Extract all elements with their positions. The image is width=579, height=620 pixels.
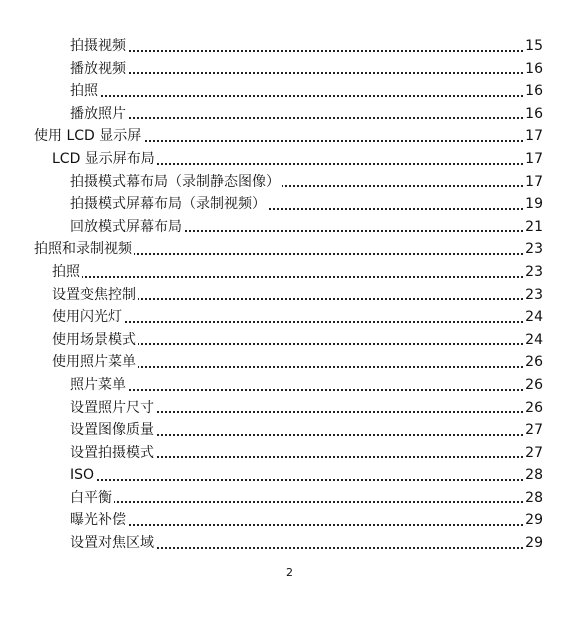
toc-entry[interactable] bbox=[0, 284, 579, 307]
toc-entry-title: 播放视频 bbox=[70, 58, 128, 81]
toc-entry[interactable] bbox=[0, 464, 579, 487]
toc-entry-title: 使用闪光灯 bbox=[52, 306, 124, 329]
toc-entry[interactable] bbox=[0, 374, 579, 397]
toc-entry[interactable] bbox=[0, 419, 579, 442]
toc-entry-page: 19 bbox=[523, 193, 543, 216]
toc-entry-title: 拍照 bbox=[70, 80, 100, 103]
toc-entry-page: 26 bbox=[523, 374, 543, 397]
toc-entry-title: 拍照和录制视频 bbox=[34, 238, 134, 261]
toc-entry[interactable] bbox=[0, 509, 579, 532]
toc-entry[interactable] bbox=[0, 58, 579, 81]
toc-entry-page: 26 bbox=[523, 351, 543, 374]
toc-leader-dots bbox=[70, 71, 543, 74]
toc-entry[interactable] bbox=[0, 261, 579, 284]
toc-leader-dots bbox=[70, 116, 543, 119]
toc-entry-page: 27 bbox=[523, 442, 543, 465]
toc-entry-page: 23 bbox=[523, 284, 543, 307]
toc-leader-dots bbox=[70, 523, 543, 526]
toc-entry[interactable] bbox=[0, 193, 579, 216]
toc-entry-title: 设置对焦区域 bbox=[70, 532, 156, 555]
toc-entry-title: 使用 LCD 显示屏 bbox=[34, 125, 143, 148]
toc-entry-title: 使用场景模式 bbox=[52, 329, 138, 352]
toc-entry-page: 15 bbox=[523, 35, 543, 58]
toc-entry-page: 23 bbox=[523, 261, 543, 284]
toc-entry-page: 21 bbox=[523, 216, 543, 239]
page-number: 2 bbox=[286, 566, 293, 579]
toc-entry[interactable] bbox=[0, 103, 579, 126]
toc-entry[interactable] bbox=[0, 397, 579, 420]
toc-leader-dots bbox=[70, 94, 543, 97]
toc-entry-page: 24 bbox=[523, 329, 543, 352]
toc-entry[interactable] bbox=[0, 351, 579, 374]
toc-entry-title: 回放模式屏幕布局 bbox=[70, 216, 184, 239]
toc-entry-title: ISO bbox=[70, 464, 96, 487]
toc-entry-page: 23 bbox=[523, 238, 543, 261]
toc-entry-page: 27 bbox=[523, 419, 543, 442]
toc-entry[interactable] bbox=[0, 487, 579, 510]
toc-entry-page: 28 bbox=[523, 464, 543, 487]
toc-entry[interactable] bbox=[0, 329, 579, 352]
toc-entry[interactable] bbox=[0, 306, 579, 329]
toc-entry-title: 拍摄模式屏幕布局（录制视频） bbox=[70, 193, 268, 216]
toc-leader-dots bbox=[70, 388, 543, 391]
toc-entry-title: 设置图像质量 bbox=[70, 419, 156, 442]
toc-entry[interactable] bbox=[0, 532, 579, 555]
toc-entry-title: 拍摄视频 bbox=[70, 35, 128, 58]
toc-entry[interactable] bbox=[0, 238, 579, 261]
toc-entry-title: 拍照 bbox=[52, 261, 82, 284]
table-of-contents bbox=[0, 35, 579, 555]
toc-leader-dots bbox=[52, 275, 543, 278]
toc-entry-title: 曝光补偿 bbox=[70, 509, 128, 532]
toc-entry-page: 17 bbox=[523, 148, 543, 171]
toc-entry-title: 使用照片菜单 bbox=[52, 351, 138, 374]
toc-entry-title: 播放照片 bbox=[70, 103, 128, 126]
toc-entry[interactable] bbox=[0, 35, 579, 58]
toc-entry-page: 16 bbox=[523, 103, 543, 126]
toc-entry-page: 17 bbox=[523, 171, 543, 194]
toc-entry-page: 16 bbox=[523, 80, 543, 103]
toc-entry-title: 设置拍摄模式 bbox=[70, 442, 156, 465]
toc-entry-title: 白平衡 bbox=[70, 487, 114, 510]
toc-entry[interactable] bbox=[0, 171, 579, 194]
toc-entry-page: 26 bbox=[523, 397, 543, 420]
toc-entry[interactable] bbox=[0, 148, 579, 171]
toc-entry-page: 16 bbox=[523, 58, 543, 81]
toc-entry-title: LCD 显示屏布局 bbox=[52, 148, 157, 171]
toc-entry-title: 照片菜单 bbox=[70, 374, 128, 397]
toc-entry[interactable] bbox=[0, 125, 579, 148]
toc-entry-title: 设置照片尺寸 bbox=[70, 397, 156, 420]
toc-entry-page: 29 bbox=[523, 532, 543, 555]
toc-entry-page: 24 bbox=[523, 306, 543, 329]
toc-leader-dots bbox=[70, 478, 543, 481]
toc-entry-page: 17 bbox=[523, 125, 543, 148]
toc-entry-page: 29 bbox=[523, 509, 543, 532]
toc-leader-dots bbox=[70, 500, 543, 503]
toc-leader-dots bbox=[52, 320, 543, 323]
toc-entry[interactable] bbox=[0, 80, 579, 103]
toc-entry-title: 拍摄模式幕布局（录制静态图像） bbox=[70, 171, 282, 194]
toc-leader-dots bbox=[70, 49, 543, 52]
toc-entry-title: 设置变焦控制 bbox=[52, 284, 138, 307]
toc-entry[interactable] bbox=[0, 216, 579, 239]
toc-entry-page: 28 bbox=[523, 487, 543, 510]
toc-entry[interactable] bbox=[0, 442, 579, 465]
